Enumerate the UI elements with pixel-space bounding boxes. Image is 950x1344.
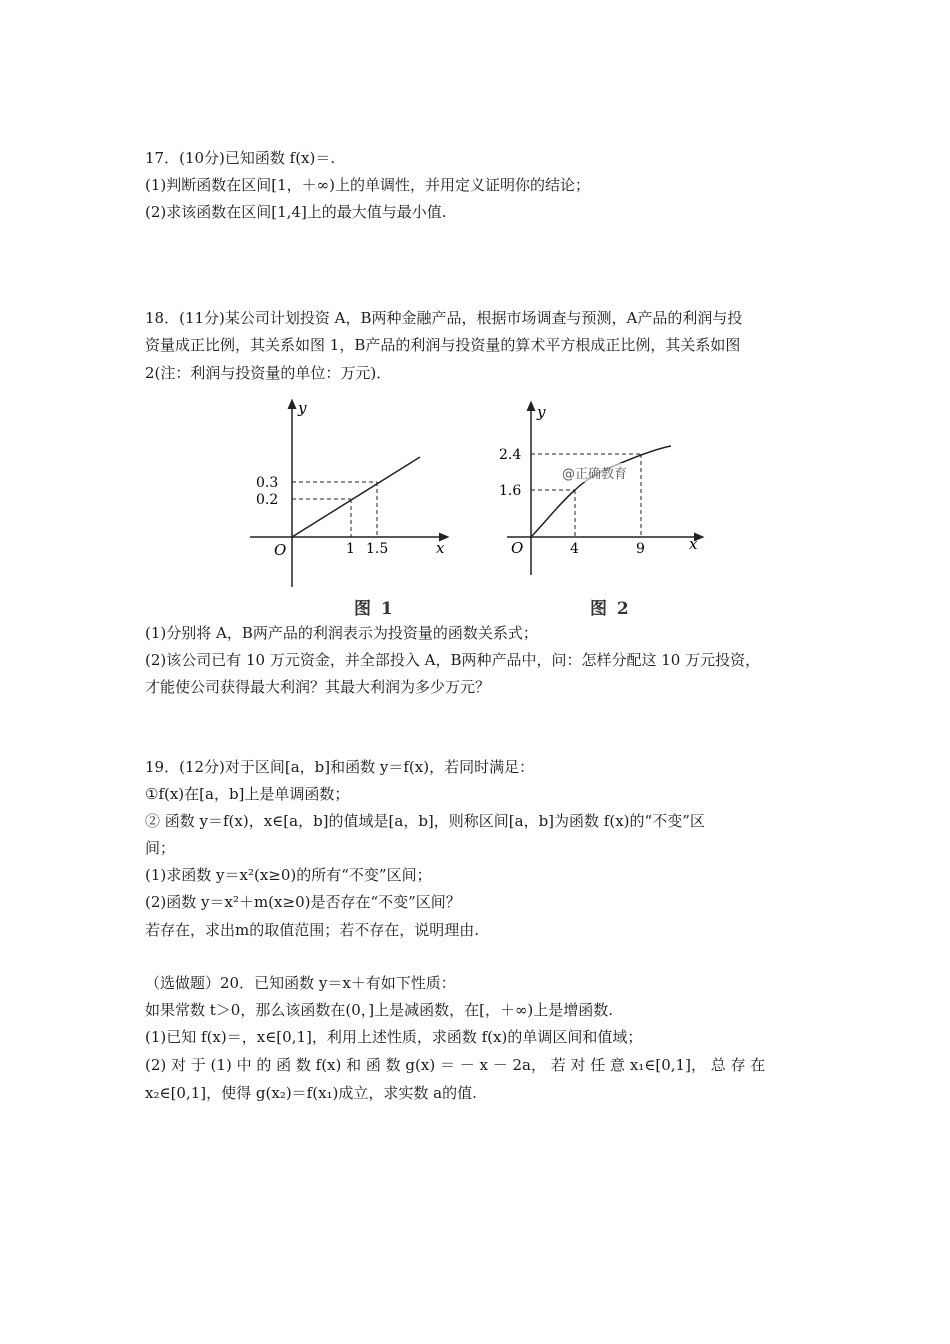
fig2-tick-y-16: 1.6 [499,483,522,499]
fig2-origin-label: O [511,539,524,557]
q18-stem-line3: 2(注：利润与投资量的单位：万元)． [145,364,392,382]
fig1-x-label: x [436,539,445,557]
q17-part1: (1)判断函数在区间[1，＋∞)上的单调性，并用定义证明你的结论； [145,176,590,194]
watermark-text: @正确教育 [560,463,629,482]
q17-part2: (2)求该函数在区间[1,4]上的最大值与最小值. [145,203,447,221]
fig1-y-label: y [298,399,307,417]
fig2-x-label: x [689,535,698,553]
q19-condition1: ①f(x)在[a，b]上是单调函数； [145,785,350,803]
q20-stem: （选做题）20．已知函数 y＝x＋有如下性质： [145,974,456,992]
q17-stem: 17．(10分)已知函数 f(x)＝. [145,149,336,167]
q19-condition2-cont: 间； [145,839,176,857]
figure-1-caption: 图 1 [354,599,395,619]
q19-stem: 19．(12分)对于区间[a，b]和函数 y＝f(x)，若同时满足： [145,758,535,776]
q20-property: 如果常数 t＞0，那么该函数在(0，]上是减函数，在[，＋∞)上是增函数. [145,1001,614,1019]
fig1-line-graph [292,457,420,537]
q19-part1: (1)求函数 y＝x²(x≥0)的所有“不变”区间； [145,866,432,884]
fig2-tick-y-24: 2.4 [499,447,522,463]
q18-part1: (1)分别将 A，B两产品的利润表示为投资量的函数关系式； [145,624,538,642]
fig2-y-label: y [537,403,546,421]
fig1-tick-x-1: 1 [346,541,355,557]
figure-1-graph [240,395,460,595]
fig1-tick-x-15: 1.5 [366,541,389,557]
q19-part2: (2)函数 y＝x²＋m(x≥0)是否存在“不变”区间？ [145,893,461,911]
q19-condition2: ② 函数 y＝f(x)，x∈[a，b]的值域是[a，b]，则称区间[a，b]为函数 f(x)的“不变”区 [145,812,705,830]
fig2-sqrt-curve [531,446,671,537]
fig1-tick-y-02: 0.2 [256,492,279,508]
q20-part1: (1)已知 f(x)＝，x∈[0,1]，利用上述性质，求函数 f(x)的单调区间和值域； [145,1028,643,1046]
q20-part2-line1: (2) 对 于 (1) 中 的 函 数 f(x) 和 函 数 g(x) ＝ － x － 2a， 若 对 任 意 x₁∈[0,1]， 总 存 在 [145,1056,766,1074]
fig1-tick-y-03: 0.3 [256,475,279,491]
figure-2-graph [495,395,715,595]
fig1-origin-label: O [274,541,287,559]
q20-part2-line2: x₂∈[0,1]，使得 g(x₂)＝f(x₁)成立，求实数 a的值. [145,1084,477,1102]
figure-2 [495,395,715,595]
figure-1 [240,395,460,595]
figure-2-caption: 图 2 [590,599,631,619]
fig2-tick-x-4: 4 [570,541,579,557]
q18-stem-line1: 18．(11分)某公司计划投资 A，B两种金融产品，根据市场调查与预测，A产品的利润与投 [145,309,743,327]
q18-stem-line2: 资量成正比例，其关系如图 1，B产品的利润与投资量的算术平方根成正比例，其关系如图 [145,336,741,354]
fig2-tick-x-9: 9 [636,541,645,557]
q18-part2-line1: (2)该公司已有 10 万元资金，并全部投入 A，B两种产品中，问：怎样分配这 10 万元投资， [145,651,761,669]
q18-part2-line2: 才能使公司获得最大利润？其最大利润为多少万元？ [145,678,491,696]
q19-part2-cont: 若存在，求出m的取值范围；若不存在，说明理由. [145,921,479,939]
